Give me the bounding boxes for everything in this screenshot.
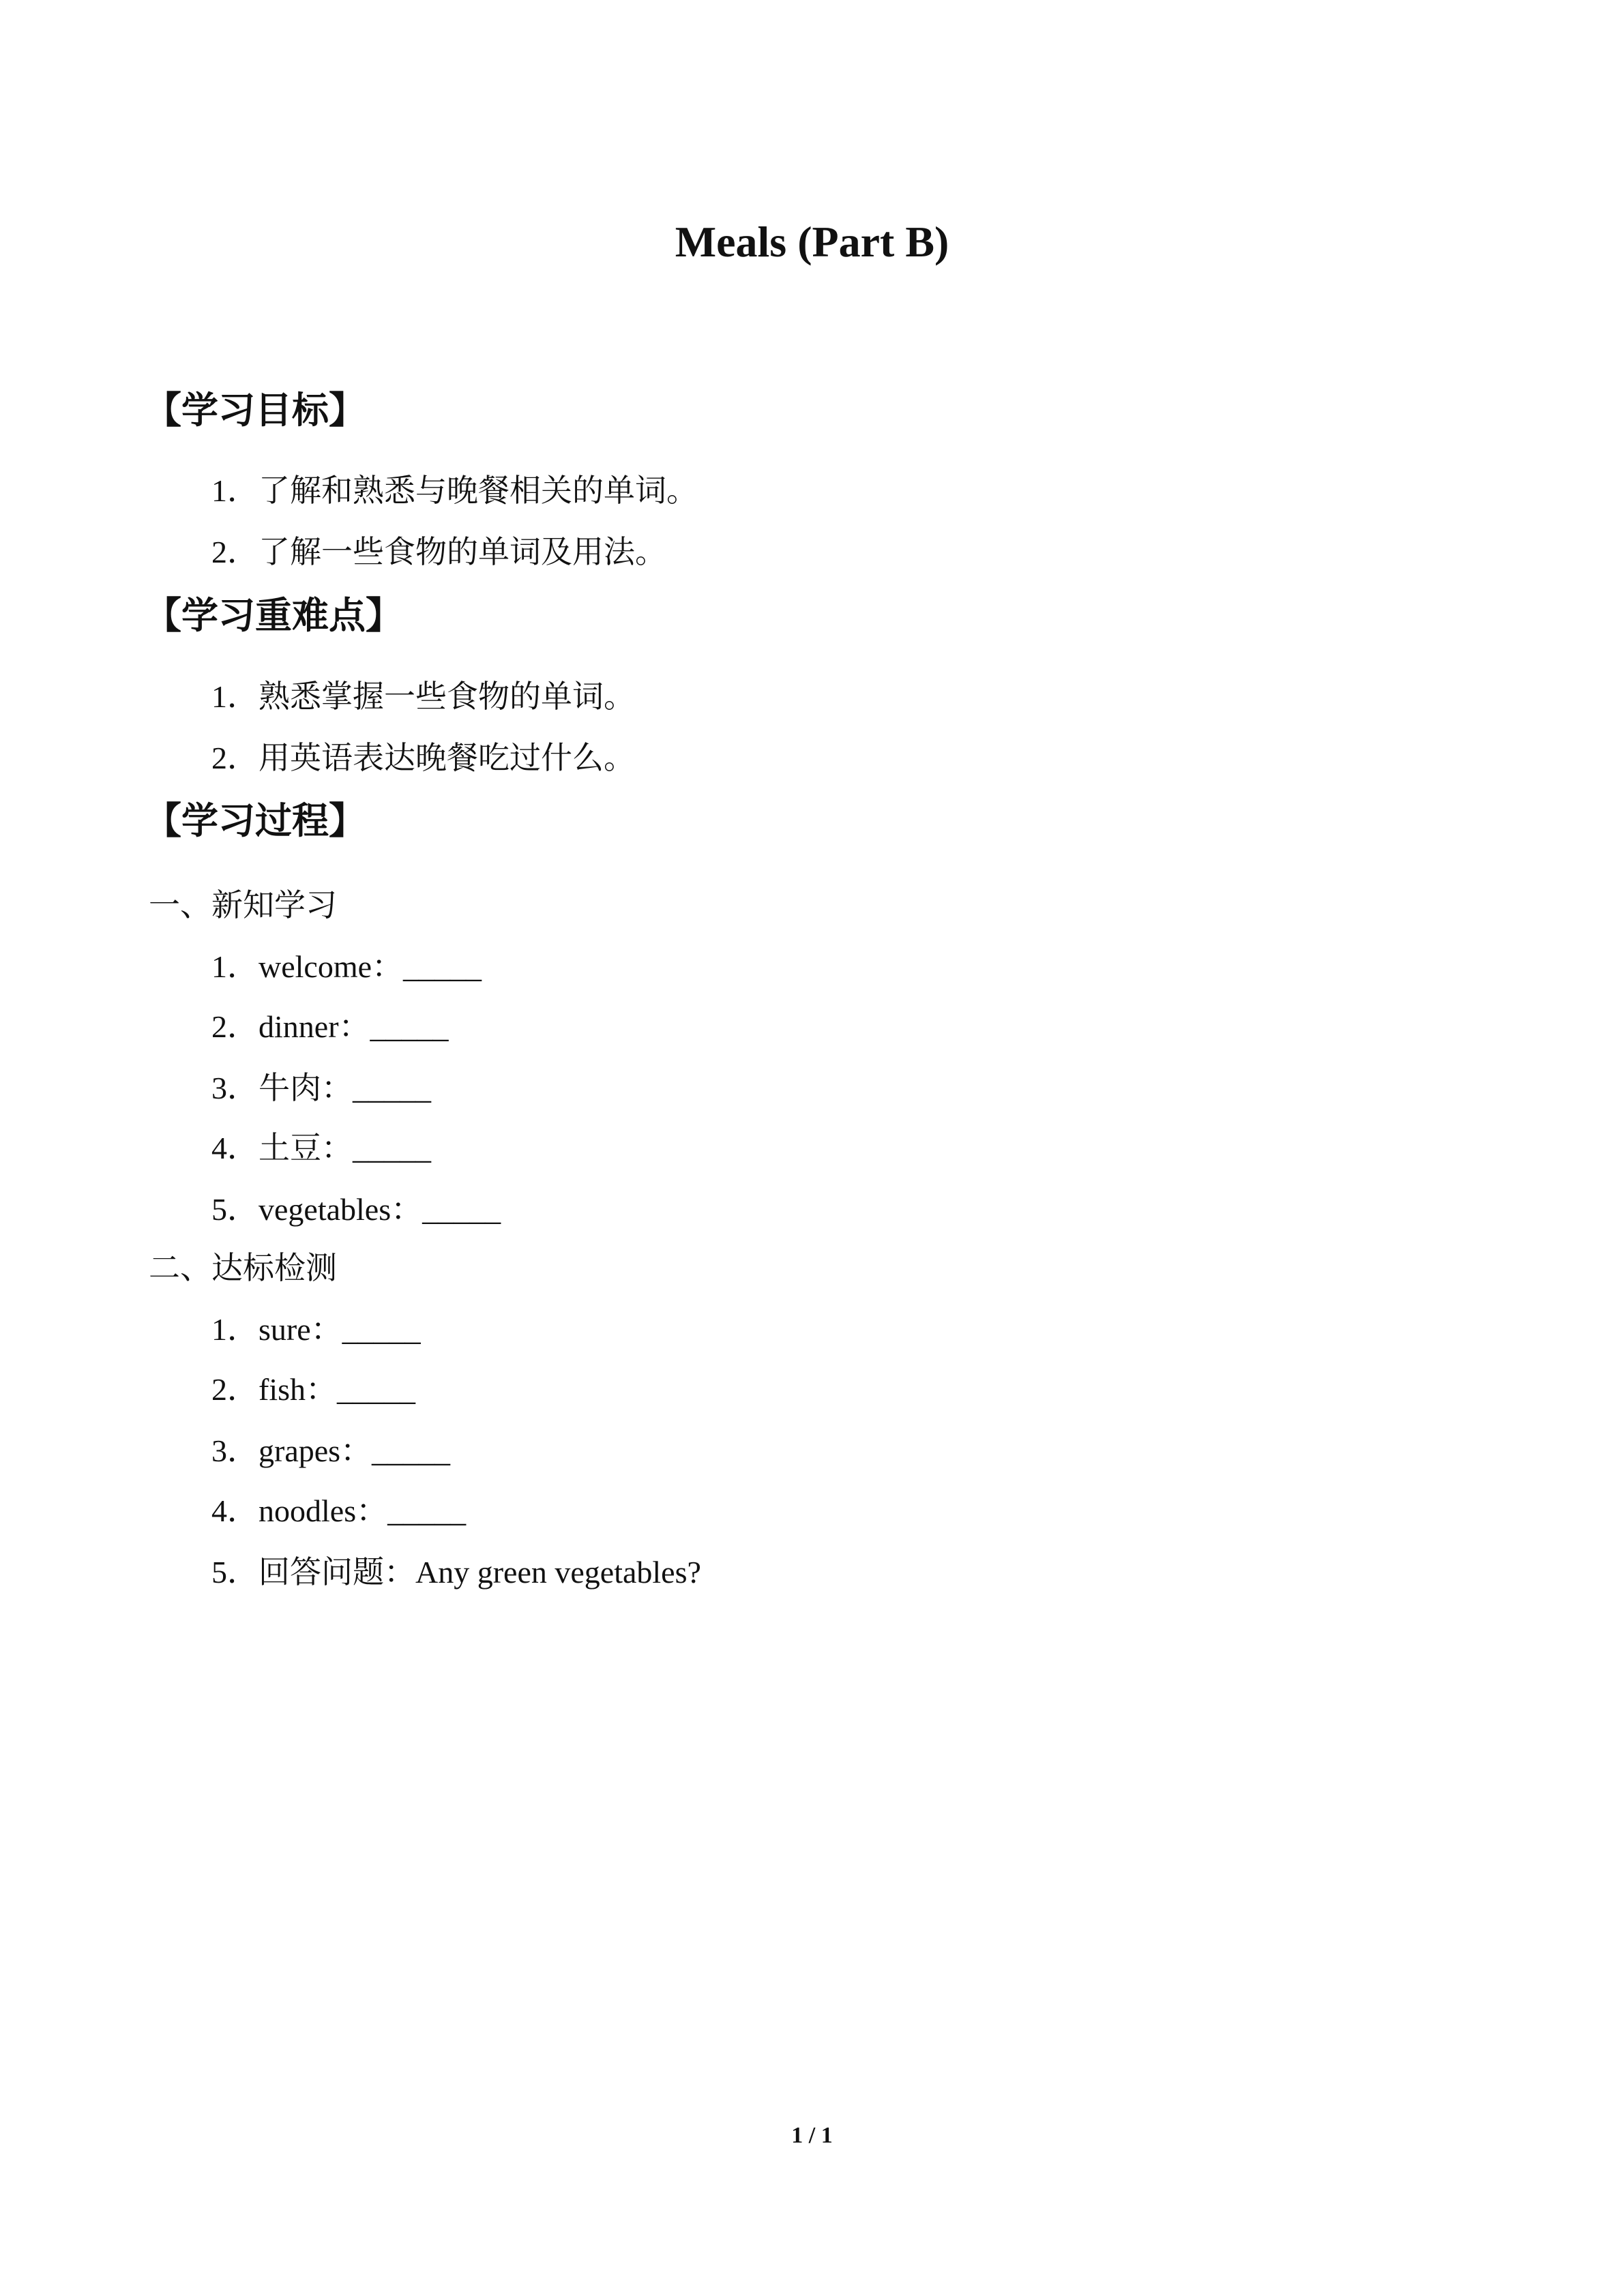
key-point-item-2: 2．用英语表达晚餐吃过什么。 <box>211 741 635 775</box>
part1-item-5: 5．vegetables：_____ <box>211 1192 501 1227</box>
part1-item-1: 1．welcome：_____ <box>211 949 482 984</box>
process-heading: 【学习过程】 <box>145 801 366 841</box>
part2-item-5: 5．回答问题：Any green vegetables? <box>211 1555 701 1590</box>
key-points-heading: 【学习重难点】 <box>145 595 402 636</box>
page-number: 1 / 1 <box>791 2123 833 2148</box>
part2-item-4: 4．noodles：_____ <box>211 1493 467 1528</box>
part1-item-3: 3．牛肉：_____ <box>211 1071 431 1105</box>
part2-item-3: 3．grapes：_____ <box>211 1433 451 1468</box>
part2-item-1: 1．sure：_____ <box>211 1312 421 1347</box>
objective-item-2: 2．了解一些食物的单词及用法。 <box>211 535 666 569</box>
part2-item-2: 2．fish：_____ <box>211 1372 415 1407</box>
document-title: Meals (Part B) <box>675 218 949 266</box>
part1-item-2: 2．dinner：_____ <box>211 1009 449 1044</box>
part2-label: 二、达标检测 <box>149 1251 337 1285</box>
objectives-heading: 【学习目标】 <box>145 390 366 431</box>
objective-item-1: 1．了解和熟悉与晚餐相关的单词。 <box>211 473 698 508</box>
part1-label: 一、新知学习 <box>149 888 337 923</box>
part1-item-4: 4．土豆：_____ <box>211 1131 431 1165</box>
key-point-item-1: 1．熟悉掌握一些食物的单词。 <box>211 679 635 714</box>
